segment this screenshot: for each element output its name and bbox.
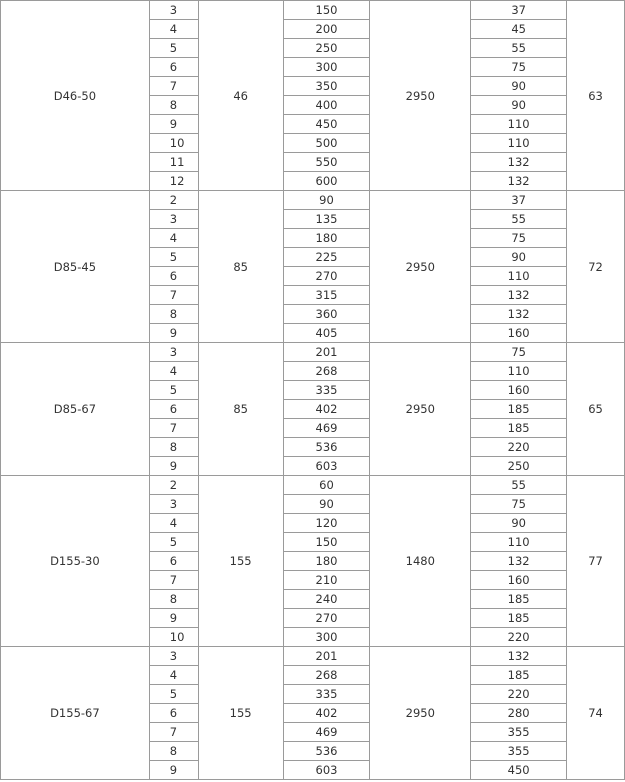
head-cell: 405 — [283, 324, 370, 343]
head-cell: 600 — [283, 172, 370, 191]
power-cell: 355 — [471, 742, 567, 761]
table-row — [1, 1, 625, 20]
power-cell: 132 — [471, 153, 567, 172]
stage-cell: 6 — [149, 58, 198, 77]
power-cell: 220 — [471, 628, 567, 647]
power-cell: 355 — [471, 723, 567, 742]
power-cell: 75 — [471, 343, 567, 362]
head-cell: 469 — [283, 419, 370, 438]
power-cell: 160 — [471, 381, 567, 400]
power-cell: 110 — [471, 267, 567, 286]
stage-cell: 8 — [149, 438, 198, 457]
power-cell: 132 — [471, 647, 567, 666]
power-cell: 132 — [471, 286, 567, 305]
head-cell: 60 — [283, 476, 370, 495]
stage-cell: 7 — [149, 571, 198, 590]
stage-cell: 3 — [149, 647, 198, 666]
head-cell: 250 — [283, 39, 370, 58]
power-cell: 75 — [471, 495, 567, 514]
stage-cell: 7 — [149, 723, 198, 742]
stage-cell: 10 — [149, 628, 198, 647]
stage-cell: 8 — [149, 742, 198, 761]
stage-cell: 6 — [149, 267, 198, 286]
head-cell: 300 — [283, 58, 370, 77]
efficiency-cell: 65 — [567, 343, 625, 476]
stage-cell: 7 — [149, 77, 198, 96]
power-cell: 220 — [471, 438, 567, 457]
power-cell: 250 — [471, 457, 567, 476]
head-cell: 536 — [283, 742, 370, 761]
head-cell: 150 — [283, 533, 370, 552]
stage-cell: 5 — [149, 248, 198, 267]
head-cell: 360 — [283, 305, 370, 324]
speed-cell: 1480 — [370, 476, 471, 647]
stage-cell: 5 — [149, 39, 198, 58]
head-cell: 268 — [283, 666, 370, 685]
power-cell: 55 — [471, 476, 567, 495]
stage-cell: 8 — [149, 590, 198, 609]
stage-cell: 6 — [149, 400, 198, 419]
head-cell: 90 — [283, 191, 370, 210]
head-cell: 201 — [283, 647, 370, 666]
power-cell: 45 — [471, 20, 567, 39]
power-cell: 185 — [471, 400, 567, 419]
stage-cell: 3 — [149, 495, 198, 514]
stage-cell: 3 — [149, 210, 198, 229]
power-cell: 185 — [471, 609, 567, 628]
head-cell: 603 — [283, 761, 370, 780]
power-cell: 185 — [471, 419, 567, 438]
power-cell: 90 — [471, 77, 567, 96]
stage-cell: 9 — [149, 115, 198, 134]
head-cell: 350 — [283, 77, 370, 96]
power-cell: 185 — [471, 666, 567, 685]
stage-cell: 5 — [149, 533, 198, 552]
speed-cell: 2950 — [370, 1, 471, 191]
efficiency-cell: 74 — [567, 647, 625, 780]
head-cell: 268 — [283, 362, 370, 381]
model-cell: D85-67 — [1, 343, 150, 476]
flow-cell: 85 — [198, 343, 283, 476]
stage-cell: 10 — [149, 134, 198, 153]
stage-cell: 2 — [149, 191, 198, 210]
stage-cell: 3 — [149, 343, 198, 362]
power-cell: 55 — [471, 39, 567, 58]
head-cell: 90 — [283, 495, 370, 514]
stage-cell: 5 — [149, 685, 198, 704]
head-cell: 135 — [283, 210, 370, 229]
power-cell: 280 — [471, 704, 567, 723]
stage-cell: 4 — [149, 229, 198, 248]
head-cell: 225 — [283, 248, 370, 267]
stage-cell: 9 — [149, 324, 198, 343]
stage-cell: 4 — [149, 362, 198, 381]
head-cell: 120 — [283, 514, 370, 533]
power-cell: 450 — [471, 761, 567, 780]
table-row — [1, 343, 625, 362]
model-cell: D155-67 — [1, 647, 150, 780]
power-cell: 37 — [471, 1, 567, 20]
stage-cell: 5 — [149, 381, 198, 400]
speed-cell: 2950 — [370, 343, 471, 476]
stage-cell: 9 — [149, 609, 198, 628]
power-cell: 90 — [471, 514, 567, 533]
table-row — [1, 191, 625, 210]
head-cell: 402 — [283, 704, 370, 723]
speed-cell: 2950 — [370, 191, 471, 343]
power-cell: 132 — [471, 172, 567, 191]
stage-cell: 7 — [149, 286, 198, 305]
flow-cell: 85 — [198, 191, 283, 343]
efficiency-cell: 77 — [567, 476, 625, 647]
table-row — [1, 647, 625, 666]
table-row — [1, 476, 625, 495]
head-cell: 150 — [283, 1, 370, 20]
head-cell: 603 — [283, 457, 370, 476]
power-cell: 220 — [471, 685, 567, 704]
flow-cell: 155 — [198, 476, 283, 647]
stage-cell: 8 — [149, 96, 198, 115]
head-cell: 536 — [283, 438, 370, 457]
model-cell: D155-30 — [1, 476, 150, 647]
power-cell: 110 — [471, 533, 567, 552]
stage-cell: 4 — [149, 666, 198, 685]
stage-cell: 11 — [149, 153, 198, 172]
head-cell: 335 — [283, 381, 370, 400]
stage-cell: 9 — [149, 761, 198, 780]
head-cell: 270 — [283, 267, 370, 286]
stage-cell: 8 — [149, 305, 198, 324]
head-cell: 550 — [283, 153, 370, 172]
power-cell: 90 — [471, 248, 567, 267]
power-cell: 110 — [471, 134, 567, 153]
model-cell: D85-45 — [1, 191, 150, 343]
head-cell: 315 — [283, 286, 370, 305]
stage-cell: 7 — [149, 419, 198, 438]
head-cell: 500 — [283, 134, 370, 153]
power-cell: 160 — [471, 324, 567, 343]
speed-cell: 2950 — [370, 647, 471, 780]
efficiency-cell: 63 — [567, 1, 625, 191]
stage-cell: 3 — [149, 1, 198, 20]
stage-cell: 6 — [149, 552, 198, 571]
power-cell: 37 — [471, 191, 567, 210]
head-cell: 469 — [283, 723, 370, 742]
power-cell: 185 — [471, 590, 567, 609]
pump-spec-table-body — [1, 1, 625, 780]
head-cell: 210 — [283, 571, 370, 590]
head-cell: 402 — [283, 400, 370, 419]
power-cell: 132 — [471, 552, 567, 571]
stage-cell: 4 — [149, 514, 198, 533]
stage-cell: 2 — [149, 476, 198, 495]
head-cell: 400 — [283, 96, 370, 115]
head-cell: 200 — [283, 20, 370, 39]
stage-cell: 4 — [149, 20, 198, 39]
power-cell: 90 — [471, 96, 567, 115]
power-cell: 132 — [471, 305, 567, 324]
power-cell: 160 — [471, 571, 567, 590]
head-cell: 270 — [283, 609, 370, 628]
head-cell: 450 — [283, 115, 370, 134]
head-cell: 201 — [283, 343, 370, 362]
head-cell: 180 — [283, 552, 370, 571]
power-cell: 75 — [471, 229, 567, 248]
head-cell: 180 — [283, 229, 370, 248]
head-cell: 240 — [283, 590, 370, 609]
efficiency-cell: 72 — [567, 191, 625, 343]
flow-cell: 155 — [198, 647, 283, 780]
flow-cell: 46 — [198, 1, 283, 191]
power-cell: 75 — [471, 58, 567, 77]
power-cell: 110 — [471, 362, 567, 381]
stage-cell: 6 — [149, 704, 198, 723]
power-cell: 55 — [471, 210, 567, 229]
head-cell: 300 — [283, 628, 370, 647]
model-cell: D46-50 — [1, 1, 150, 191]
head-cell: 335 — [283, 685, 370, 704]
stage-cell: 9 — [149, 457, 198, 476]
stage-cell: 12 — [149, 172, 198, 191]
power-cell: 110 — [471, 115, 567, 134]
